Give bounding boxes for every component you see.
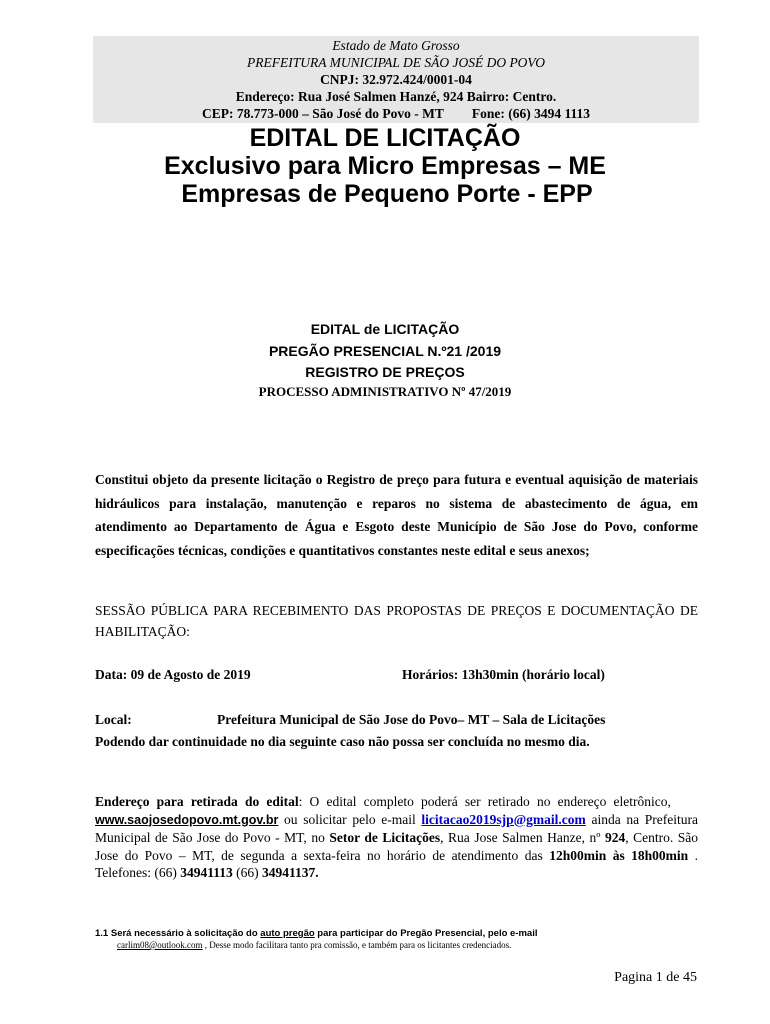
local-value: Prefeitura Municipal de São Jose do Povo– MT – Sala de Licitações [217, 712, 606, 727]
address-section: Endereço para retirada do edital: O edital completo poderá ser retirado no endereço eletrônico, www.saojosedopovo.mt.gov.br ou solicitar pelo e-mail licitacao2019sjp@gmail.com ainda na Prefeitura Municipal de São Jose do Povo - MT, no Setor de Licitações, Rua Jose Salmen Hanze, nº 924, Centro. São Jose do Povo – MT, de segunda a sexta-feira no horário de atendimento das 12h00min às 18h00min . Telefones: (66) 34941113 (66) 34941137. [95, 794, 699, 880]
main-title-line-2: Exclusivo para Micro Empresas – ME [164, 152, 606, 180]
address-label: Endereço para retirada do edital [95, 794, 299, 809]
session-time: Horários: 13h30min (horário local) [402, 667, 605, 682]
footnote-number: 1.1 [95, 928, 109, 939]
cep: CEP: 78.773-000 – São José do Povo - MT [202, 106, 444, 121]
header-address: Endereço: Rua José Salmen Hanzé, 924 Bairro: Centro. [235, 89, 557, 104]
header-phone: Fone: (66) 3494 1113 [471, 106, 590, 121]
continuity-notice: Podendo dar continuidade no dia seguinte caso não possa ser concluída no mesmo dia. [95, 734, 590, 749]
sessao-publica: SESSÃO PÚBLICA PARA RECEBIMENTO DAS PROPOSTAS DE PREÇOS E DOCUMENTAÇÃO DE HABILITAÇÃO: [95, 603, 698, 639]
main-title: EDITAL DE LICITAÇÃO [249, 124, 521, 152]
letterhead [93, 36, 699, 123]
state-name: Estado de Mato Grosso [332, 38, 460, 53]
website-link[interactable]: www.saojosedopovo.mt.gov.br [95, 812, 279, 827]
pregao-number: PREGÃO PRESENCIAL N.º21 /2019 [268, 343, 502, 359]
footnote-email[interactable]: carlim08@outlook.com [117, 940, 203, 950]
processo-administrativo: PROCESSO ADMINISTRATIVO Nº 47/2019 [258, 384, 512, 399]
objeto-paragraph: Constitui objeto da presente licitação o Registro de preço para futura e eventual aquisição de materiais hidráulicos para instalação, manutenção e reparos no sistema de abastecimento de água, em atendimento ao Departamento de Água e Esgoto deste Município de São Jose do Povo, conforme especificações técnicas, condições e quantitativos constantes neste edital e seus anexos; [95, 472, 698, 558]
page-number: Pagina 1 de 45 [614, 970, 697, 985]
registro-precos: REGISTRO DE PREÇOS [305, 364, 465, 380]
local-label: Local: [95, 712, 132, 727]
footnote: 1.1 Será necessário à solicitação do auto pregão para participar do Pregão Presencial, pelo e-mail [95, 928, 538, 939]
prefecture-name: PREFEITURA MUNICIPAL DE SÃO JOSÉ DO POVO [246, 55, 546, 70]
cep-line [93, 105, 699, 122]
cnpj: CNPJ: 32.972.424/0001-04 [320, 72, 472, 87]
main-title-line-3: Empresas de Pequeno Porte - EPP [181, 180, 593, 208]
footnote-email-line: carlim08@outlook.com , Desse modo facilitara tanto pra comissão, e também para os licitantes credenciados. [117, 940, 512, 950]
session-date: Data: 09 de Agosto de 2019 [95, 667, 251, 682]
edital-subtitle: EDITAL de LICITAÇÃO [310, 321, 460, 337]
email-link[interactable]: licitacao2019sjp@gmail.com [421, 811, 586, 827]
